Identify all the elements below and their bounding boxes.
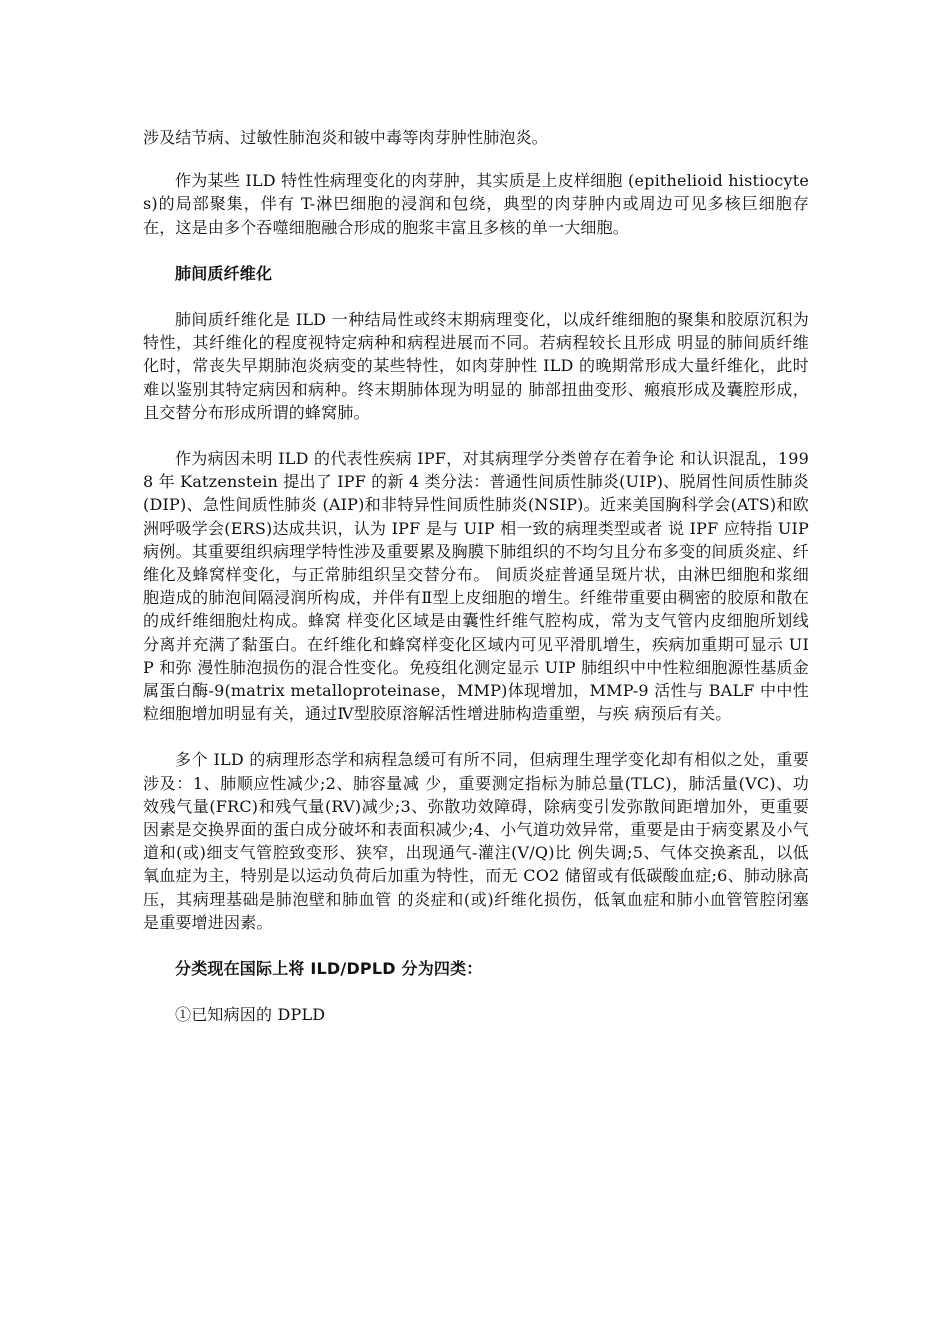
- list-item-known-cause-dpld: ①已知病因的 DPLD: [175, 1005, 326, 1025]
- paragraph-granuloma: 作为某些 ILD 特性性病理变化的肉芽肿，其实质是上皮样细胞 (epithelioid histiocytes)的局部聚集，伴有 T-淋巴细胞的浸润和包绕，典型的肉芽肿内或周边可见多核巨细胞存在，这是由多个吞噬细胞融合形成的胞浆丰富且多核的单一大细胞。: [143, 171, 809, 237]
- paragraph-pathophysiology: 多个 ILD 的病理形态学和病程急缓可有所不同，但病理生理学变化却有相似之处，重要涉及：1、肺顺应性减少;2、肺容量减 少，重要测定指标为肺总量(TLC)，肺活量(VC)、功效残气量(FRC)和残气量(RV)减少;3、弥散功效障碍，除病变引发弥散间距增加外，更重要 因素是交换界面的蛋白成分破坏和表面积减少;4、小气道功效异常，重要是由于病变累及小气道和(或)细支气管腔致变形、狭窄，出现通气-灌注(V/Q)比 例失调;5、气体交换紊乱，以低氧血症为主，特别是以运动负荷后加重为特性，而无 CO2 储留或有低碳酸血症;6、肺动脉高压，其病理基础是肺泡壁和肺血管 的炎症和(或)纤维化损伤，低氧血症和肺小血管管腔闭塞是重要增进因素。: [143, 750, 809, 932]
- document-body: [143, 126, 809, 1050]
- paragraph-granulomatous-alveolitis: 涉及结节病、过敏性肺泡炎和铍中毒等肉芽肿性肺泡炎。: [143, 128, 549, 147]
- paragraph-interstitial-fibrosis: 肺间质纤维化是 ILD 一种结局性或终末期病理变化，以成纤维细胞的聚集和胶原沉积为特性，其纤维化的程度视特定病种和病程进展而不同。若病程较长且形成 明显的肺间质纤维化时，常丧失早期肺泡炎病变的某些特性，如肉芽肿性 ILD 的晚期常形成大量纤维化，此时难以鉴别其特定病因和病种。终末期肺体现为明显的 肺部扭曲变形、瘢痕形成及囊腔形成，且交替分布形成所谓的蜂窝肺。: [143, 310, 809, 422]
- section-heading-classification: 分类现在国际上将 ILD/DPLD 分为四类：: [175, 959, 483, 979]
- section-heading-interstitial-fibrosis: 肺间质纤维化: [175, 263, 273, 283]
- paragraph-ipf-classification: 作为病因未明 ILD 的代表性疾病 IPF，对其病理学分类曾存在着争论 和认识混乱，1998 年 Katzenstein 提出了 IPF 的新 4 类分法：普通性间质性肺炎(UIP)、脱屑性间质性肺炎(DIP)、急性间质性肺炎 (AIP)和非特异性间质性肺炎(NSIP)。近来美国胸科学会(ATS)和欧洲呼吸学会(ERS)达成共识，认为 IPF 是与 UIP 相一致的病理类型或者 说 IPF 应特指 UIP 病例。其重要组织病理学特性涉及重要累及胸膜下肺组织的不均匀且分布多变的间质炎症、纤维化及蜂窝样变化，与正常肺组织呈交替分布。 间质炎症普通呈斑片状，由淋巴细胞和浆细胞造成的肺泡间隔浸润所构成，并伴有Ⅱ型上皮细胞的增生。纤维带重要由稠密的胶原和散在的成纤维细胞灶构成。蜂窝 样变化区域是由囊性纤维气腔构成，常为支气管内皮细胞所划线分离并充满了黏蛋白。在纤维化和蜂窝样变化区域内可见平滑肌增生，疾病加重期可显示 UIP 和弥 漫性肺泡损伤的混合性变化。免疫组化测定显示 UIP 肺组织中中性粒细胞源性基质金属蛋白酶-9(matrix metalloproteinase，MMP)体现增加，MMP-9 活性与 BALF 中中性粒细胞增加明显有关，通过Ⅳ型胶原溶解活性增进肺构造重塑，与疾 病预后有关。: [143, 449, 809, 724]
